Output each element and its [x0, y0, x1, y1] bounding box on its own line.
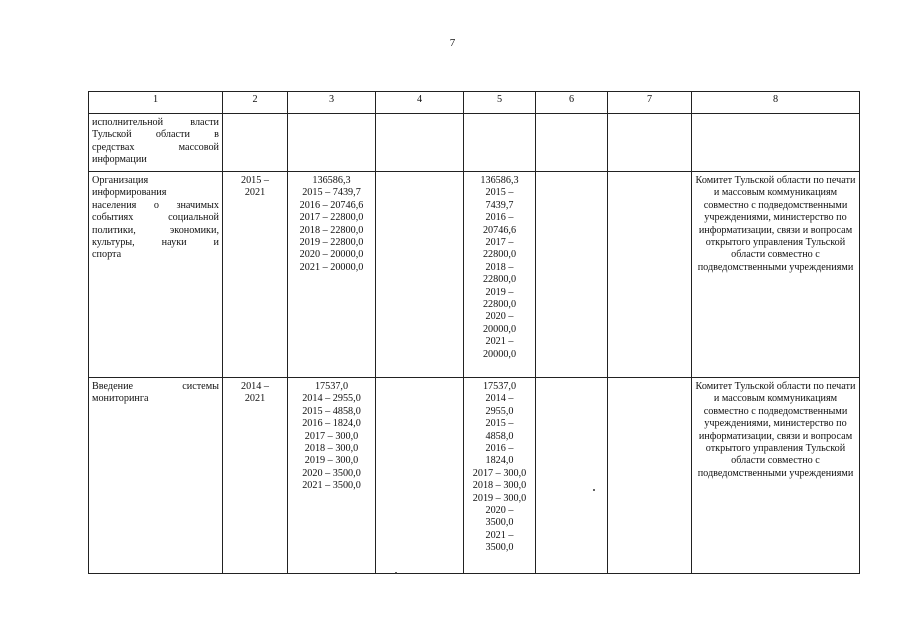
- activity-name-line: Введение системы: [92, 381, 219, 392]
- program-activities-table: [88, 91, 860, 574]
- table-row: [89, 378, 860, 574]
- funding-line: 2015 –: [485, 418, 514, 430]
- activity-name-line: Тульской области в: [92, 129, 219, 141]
- funding-line: 4858,0: [485, 430, 514, 442]
- header-cell: 2: [223, 92, 288, 114]
- activity-name-line: населения о значимых: [92, 199, 219, 211]
- header-cell: 1: [89, 92, 223, 114]
- total-funding-cell: [288, 172, 376, 378]
- empty-cell: [536, 114, 608, 172]
- empty-cell: [608, 114, 692, 172]
- funding-line: 20000,0: [482, 323, 517, 335]
- funding-line: 2018 – 300,0: [472, 480, 527, 492]
- source-funding-cell: [464, 172, 536, 378]
- empty-cell: [608, 172, 692, 378]
- activity-name-cell: [89, 114, 223, 172]
- funding-line: 2017 – 300,0: [304, 430, 359, 442]
- executor-cell: Комитет Тульской области по печати и массовым коммуникациям совместно с подведомственными учреждениями, министерство по информатизации, связи и вопросам открытого управления Тульской области совместно с подведомственными учреждениями: [692, 378, 860, 574]
- scan-artifact-dot: [593, 489, 595, 491]
- table-header-row: [89, 92, 860, 114]
- page-number: 7: [449, 37, 456, 49]
- activity-name-line: исполнительной власти: [92, 117, 219, 128]
- funding-line: 7439,7: [485, 199, 514, 211]
- period-line: 2015 –: [240, 175, 269, 186]
- header-cell: 4: [376, 92, 464, 114]
- activity-name-line: информирования: [92, 187, 167, 199]
- activity-name-line: Организация: [92, 175, 149, 186]
- funding-line: 2015 – 7439,7: [302, 187, 361, 199]
- funding-line: 2018 – 22800,0: [299, 224, 364, 236]
- period-line: 2021: [244, 393, 266, 405]
- activity-name-line: мониторинга: [92, 393, 149, 405]
- funding-line: 2021 –: [485, 336, 514, 348]
- funding-line: 2021 – 3500,0: [302, 480, 361, 492]
- funding-line: 2016 – 20746,6: [299, 199, 364, 211]
- executor-cell: Комитет Тульской области по печати и массовым коммуникациям совместно с подведомственными учреждениями, министерство по информатизации, связи и вопросам открытого управления Тульской области совместно с подведомственными учреждениями: [692, 172, 860, 378]
- funding-line: 2018 – 300,0: [304, 443, 359, 455]
- empty-cell: [536, 378, 608, 574]
- period-line: 2014 –: [240, 381, 269, 392]
- funding-line: 2017 – 300,0: [472, 467, 527, 479]
- funding-line: 2019 – 22800,0: [299, 237, 364, 249]
- period-cell: [223, 114, 288, 172]
- source-funding-cell: [464, 114, 536, 172]
- funding-line: 22800,0: [482, 299, 517, 311]
- funding-line: 20000,0: [482, 348, 517, 360]
- funding-line: 2014 – 2955,0: [302, 393, 361, 405]
- table-row: [89, 172, 860, 378]
- funding-line: 2015 –: [485, 187, 514, 199]
- funding-line: 22800,0: [482, 274, 517, 286]
- funding-line: 136586,3: [312, 175, 351, 186]
- funding-line: 2020 – 3500,0: [302, 467, 361, 479]
- funding-line: 2020 –: [485, 505, 514, 517]
- period-line: 2021: [244, 187, 266, 199]
- empty-cell: [608, 378, 692, 574]
- activity-name-line: информации: [92, 154, 147, 166]
- header-cell: 7: [608, 92, 692, 114]
- table-row: [89, 114, 860, 172]
- activity-name-line: событиях социальной: [92, 212, 219, 224]
- period-cell: [223, 172, 288, 378]
- funding-line: 1824,0: [485, 455, 514, 467]
- activity-name-line: политики, экономики,: [92, 224, 219, 236]
- activity-name-line: спорта: [92, 249, 122, 261]
- funding-line: 2019 –: [485, 286, 514, 298]
- total-funding-cell: [288, 114, 376, 172]
- activity-name-cell: [89, 172, 223, 378]
- header-cell: 6: [536, 92, 608, 114]
- empty-cell: [536, 172, 608, 378]
- funding-line: 2020 –: [485, 311, 514, 323]
- funding-line: 2021 – 20000,0: [299, 261, 364, 273]
- activity-name-line: культуры, науки и: [92, 237, 219, 249]
- funding-line: 2020 – 20000,0: [299, 249, 364, 261]
- funding-line: 2955,0: [485, 405, 514, 417]
- funding-line: 2021 –: [485, 529, 514, 541]
- funding-line: 2016 – 1824,0: [302, 418, 361, 430]
- funding-line: 17537,0: [314, 381, 349, 392]
- funding-line: 2017 – 22800,0: [299, 212, 364, 224]
- funding-line: 22800,0: [482, 249, 517, 261]
- funding-line: 2017 –: [485, 237, 514, 249]
- executor-cell: [692, 114, 860, 172]
- funding-line: 3500,0: [485, 542, 514, 554]
- header-cell: 3: [288, 92, 376, 114]
- source-funding-cell: [464, 378, 536, 574]
- total-funding-cell: [288, 378, 376, 574]
- period-cell: [223, 378, 288, 574]
- funding-line: 2016 –: [485, 212, 514, 224]
- funding-line: 17537,0: [482, 381, 517, 392]
- funding-line: 2019 – 300,0: [304, 455, 359, 467]
- funding-line: 2019 – 300,0: [472, 492, 527, 504]
- funding-line: 2014 –: [485, 393, 514, 405]
- activity-name-cell: [89, 378, 223, 574]
- funding-line: 20746,6: [482, 224, 517, 236]
- funding-line: 2015 – 4858,0: [302, 405, 361, 417]
- header-cell: 8: [692, 92, 860, 114]
- activity-name-line: средствах массовой: [92, 141, 219, 153]
- scan-artifact-dot: [395, 572, 397, 574]
- empty-cell: [376, 114, 464, 172]
- empty-cell: [376, 378, 464, 574]
- header-cell: 5: [464, 92, 536, 114]
- empty-cell: [376, 172, 464, 378]
- funding-line: 2018 –: [485, 261, 514, 273]
- funding-line: 2016 –: [485, 443, 514, 455]
- funding-line: 136586,3: [480, 175, 519, 186]
- funding-line: 3500,0: [485, 517, 514, 529]
